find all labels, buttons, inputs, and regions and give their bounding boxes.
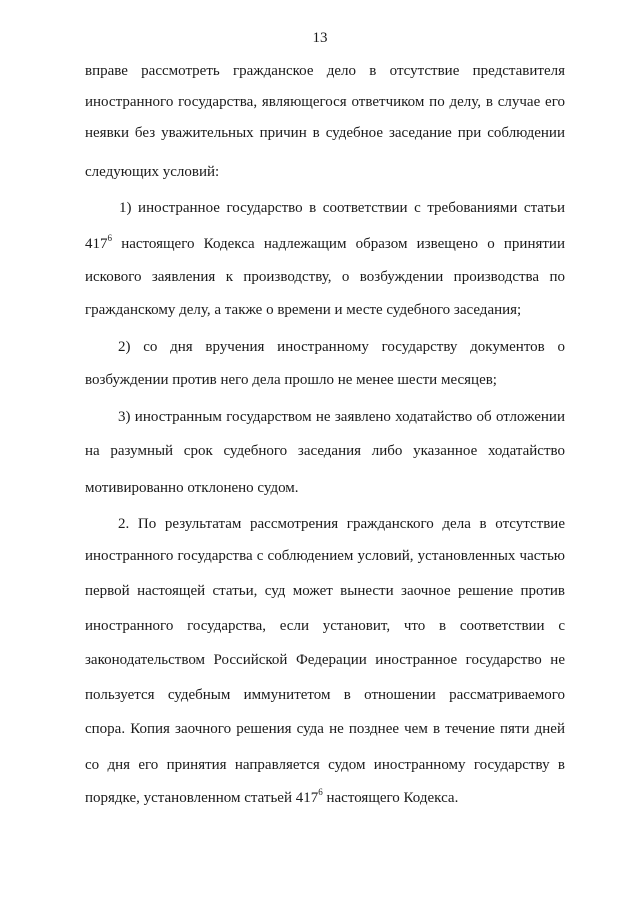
item1-line-4: гражданскому делу, а также о времени и месте судебного заседания; (85, 302, 522, 318)
item2-line-1: 2) со дня вручения иностранному государству документов о (118, 339, 565, 355)
part2-line-3: первой настоящей статьи, суд может вынести заочное решение против (85, 583, 565, 599)
superscript: 6 (107, 233, 112, 243)
part2-line-9: порядке, установленном статьей $417^6$ настоящего Кодекса. (85, 787, 459, 806)
part2-line-4: иностранного государства, если установит, что в соответствии с (85, 618, 565, 634)
part2-line-5: законодательством Российской Федерации иностранное государство не (85, 652, 565, 668)
item2-line-2: возбуждении против него дела прошло не менее шести месяцев; (85, 372, 497, 388)
intro-line-1: вправе рассмотреть гражданское дело в отсутствие представителя (85, 63, 565, 79)
item1-line-2: $417^6$ настоящего Кодекса надлежащим образом извещено о принятии (85, 233, 565, 252)
part2-line-2: иностранного государства с соблюдением условий, установленных частью (85, 548, 565, 564)
intro-line-3: неявки без уважительных причин в судебное заседание при соблюдении (85, 125, 565, 141)
superscript: 6 (318, 787, 323, 797)
page-number: 13 (312, 30, 328, 46)
part2-line-7: спора. Копия заочного решения суда не позднее чем в течение пяти дней (85, 721, 565, 737)
item1-line-3: искового заявления к производству, о возбуждении производства по (85, 269, 565, 285)
part2-line-6: пользуется судебным иммунитетом в отношении рассматриваемого (85, 687, 565, 703)
item1-line-1: 1) иностранное государство в соответствии с требованиями статьи (119, 200, 565, 216)
part2-line-1: 2. По результатам рассмотрения гражданского дела в отсутствие (118, 516, 565, 532)
intro-line-4: следующих условий: (85, 164, 220, 180)
intro-line-2: иностранного государства, являющегося ответчиком по делу, в случае его (85, 94, 565, 110)
item3-line-1: 3) иностранным государством не заявлено ходатайство об отложении (118, 409, 565, 425)
part2-line-8: со дня его принятия направляется судом иностранному государству в (85, 757, 565, 773)
item3-line-3: мотивированно отклонено судом. (85, 480, 299, 496)
item3-line-2: на разумный срок судебного заседания либо указанное ходатайство (85, 443, 565, 459)
